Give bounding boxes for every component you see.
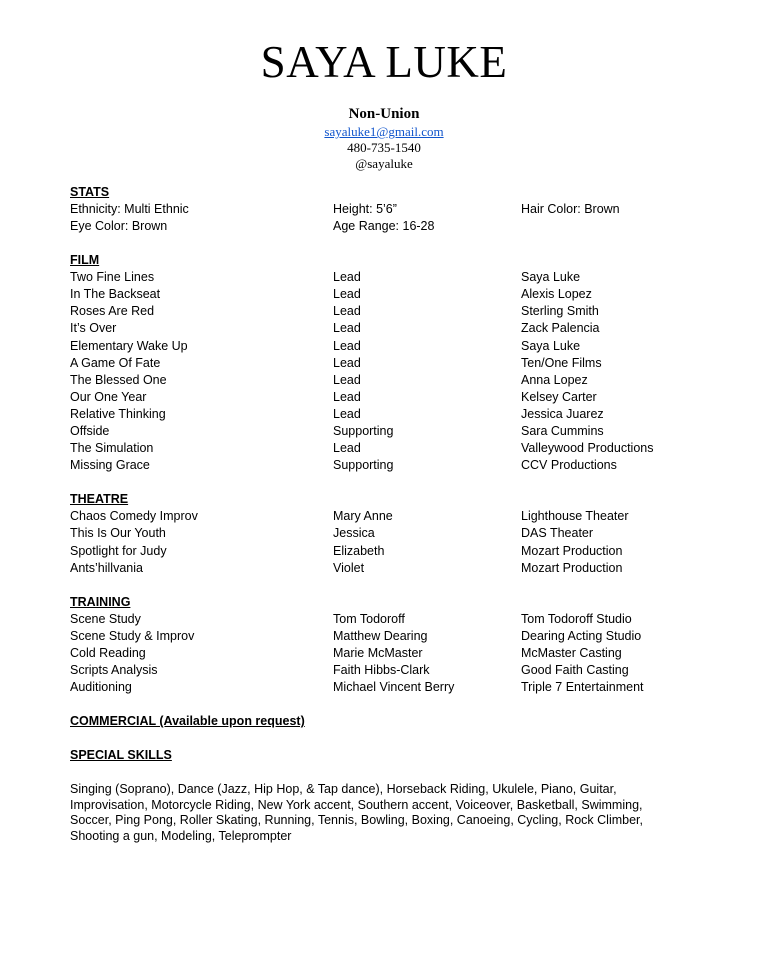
film-cell: Elementary Wake Up: [70, 338, 188, 353]
film-cell: Offside: [70, 424, 110, 439]
theatre-cell: Lighthouse Theater: [521, 509, 629, 524]
theatre-rows: [70, 508, 690, 576]
film-cell: Kelsey Carter: [521, 389, 597, 404]
stats-section: [70, 184, 690, 235]
stats-row: [70, 201, 690, 218]
training-row: [70, 628, 690, 645]
section-heading: TRAINING: [70, 594, 131, 609]
film-section: [70, 252, 690, 474]
film-row: [70, 457, 690, 474]
training-row: [70, 611, 690, 628]
stats-rows: [70, 201, 690, 235]
film-cell: Sara Cummins: [521, 424, 604, 439]
training-cell: Michael Vincent Berry: [333, 680, 455, 695]
training-rows: [70, 611, 690, 696]
film-cell: Lead: [333, 321, 361, 336]
training-cell: Scene Study & Improv: [70, 628, 195, 643]
film-row: [70, 338, 690, 355]
training-cell: Good Faith Casting: [521, 662, 629, 677]
training-row: [70, 679, 690, 696]
training-cell: Tom Todoroff Studio: [521, 611, 632, 626]
film-cell: Missing Grace: [70, 458, 150, 473]
theatre-cell: Ants’hillvania: [70, 560, 143, 575]
film-row: [70, 286, 690, 303]
film-cell: Roses Are Red: [70, 304, 155, 319]
theatre-cell: This Is Our Youth: [70, 526, 166, 541]
film-row: [70, 269, 690, 286]
theatre-cell: Chaos Comedy Improv: [70, 509, 198, 524]
film-cell: The Blessed One: [70, 372, 167, 387]
theatre-row: [70, 508, 690, 525]
training-cell: McMaster Casting: [521, 645, 622, 660]
theatre-cell: Jessica: [333, 526, 375, 541]
film-cell: Our One Year: [70, 389, 147, 404]
theatre-row: [70, 525, 690, 542]
training-cell: Matthew Dearing: [333, 628, 428, 643]
film-row: [70, 303, 690, 320]
section-heading: THEATRE: [70, 492, 129, 507]
stats-cell: Hair Color: Brown: [521, 202, 620, 216]
training-row: [70, 662, 690, 679]
theatre-cell: Violet: [333, 560, 365, 575]
theatre-cell: Mozart Production: [521, 543, 623, 558]
training-cell: Dearing Acting Studio: [521, 628, 642, 643]
theatre-cell: Spotlight for Judy: [70, 543, 167, 558]
film-row: [70, 423, 690, 440]
stats-cell: Eye Color: Brown: [70, 219, 168, 234]
film-cell: Lead: [333, 389, 361, 404]
training-cell: Faith Hibbs-Clark: [333, 662, 430, 677]
phone-number: 480-735-1540: [347, 140, 421, 155]
film-cell: Saya Luke: [521, 338, 581, 353]
theatre-section: [70, 491, 690, 576]
film-cell: Lead: [333, 372, 361, 387]
training-cell: Scripts Analysis: [70, 662, 158, 677]
film-cell: Relative Thinking: [70, 406, 166, 421]
social-handle: @sayaluke: [355, 156, 413, 171]
film-cell: Alexis Lopez: [521, 287, 592, 302]
film-cell: Valleywood Productions: [521, 441, 654, 456]
film-rows: [70, 269, 690, 474]
film-cell: The Simulation: [70, 441, 154, 456]
stats-cell: Ethnicity: Multi Ethnic: [70, 202, 189, 216]
film-cell: Lead: [333, 441, 361, 456]
training-cell: Triple 7 Entertainment: [521, 680, 644, 695]
film-cell: Jessica Juarez: [521, 406, 604, 421]
theatre-row: [70, 560, 690, 577]
film-cell: Lead: [333, 287, 361, 302]
film-cell: Saya Luke: [521, 270, 581, 285]
film-cell: Ten/One Films: [521, 355, 602, 370]
film-row: [70, 320, 690, 337]
film-row: [70, 406, 690, 423]
training-cell: Auditioning: [70, 680, 132, 695]
film-row: [70, 440, 690, 457]
section-heading: STATS: [70, 185, 110, 199]
film-cell: Zack Palencia: [521, 321, 600, 336]
contact-block: [0, 104, 768, 172]
theatre-cell: Mozart Production: [521, 560, 623, 575]
film-cell: Sterling Smith: [521, 304, 599, 319]
film-cell: Lead: [333, 270, 361, 285]
commercial-heading: COMMERCIAL (Available upon request): [70, 714, 305, 729]
stats-row: [70, 218, 690, 235]
film-cell: CCV Productions: [521, 458, 617, 473]
special-skills-text: Singing (Soprano), Dance (Jazz, Hip Hop, & Tap dance), Horseback Riding, Ukulele, Piano, Guitar, Improvisation, Motorcycle Riding, New York accent, Southern accent, Voiceover, Basketball, Swimming, Soccer, Ping Pong, Roller Skating, Running, Tennis, Bowling, Boxing, Canoeing, Cycling, Rock Climber, Shooting a gun, Modeling, Teleprompter: [70, 782, 643, 843]
theatre-cell: Mary Anne: [333, 509, 393, 524]
theatre-cell: Elizabeth: [333, 543, 385, 558]
film-cell: Lead: [333, 355, 361, 370]
film-cell: It’s Over: [70, 321, 117, 336]
email-link[interactable]: sayaluke1@gmail.com: [324, 124, 444, 139]
section-heading: FILM: [70, 253, 100, 268]
film-cell: Two Fine Lines: [70, 270, 155, 285]
film-cell: Lead: [333, 406, 361, 421]
training-cell: Tom Todoroff: [333, 611, 405, 626]
film-cell: A Game Of Fate: [70, 355, 161, 370]
theatre-row: [70, 543, 690, 560]
stats-cell: Age Range: 16-28: [333, 219, 435, 234]
stats-cell: Height: 5’6”: [333, 202, 397, 216]
film-cell: Supporting: [333, 458, 394, 473]
film-row: [70, 389, 690, 406]
theatre-cell: DAS Theater: [521, 526, 594, 541]
film-row: [70, 372, 690, 389]
film-cell: Lead: [333, 338, 361, 353]
training-cell: Cold Reading: [70, 645, 146, 660]
film-cell: In The Backseat: [70, 287, 161, 302]
union-status: Non-Union: [348, 106, 420, 122]
actor-name: SAYA LUKE: [260, 37, 508, 87]
training-cell: Scene Study: [70, 611, 141, 626]
training-row: [70, 645, 690, 662]
film-row: [70, 355, 690, 372]
training-section: [70, 594, 690, 696]
film-cell: Anna Lopez: [521, 372, 588, 387]
film-cell: Supporting: [333, 424, 394, 439]
training-cell: Marie McMaster: [333, 645, 423, 660]
section-heading: SPECIAL SKILLS: [70, 748, 172, 763]
special-skills-section: [70, 747, 690, 844]
resume-body: [70, 184, 690, 844]
film-cell: Lead: [333, 304, 361, 319]
